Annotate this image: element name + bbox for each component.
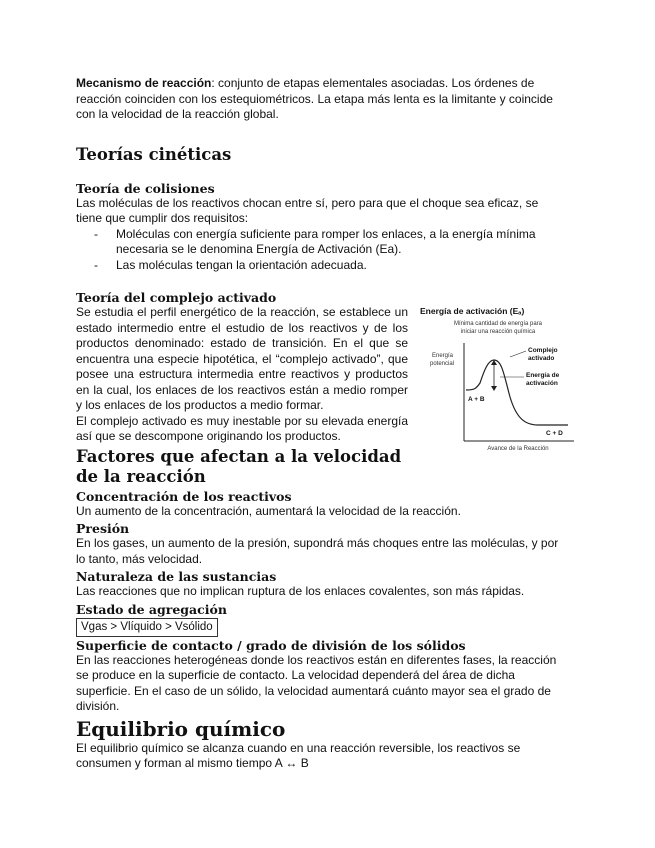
figure-subtitle-1: Mínima cantidad de energía para [453,321,543,327]
list-item: - Moléculas con energía suficiente para romper los enlaces, a la energía mínima necesaria se le denomina Energía de Activación (Ea). [94,227,566,258]
colisiones-text: Las moléculas de los reactivos chocan entre sí, pero para que el choque sea eficaz, se tiene que cumplir dos requisitos: [76,195,539,225]
label-energia-2: activación [526,380,558,387]
y-axis-label-1: Energía [432,353,454,359]
activation-energy-figure [418,305,578,453]
heading-complejo: Teoría del complejo activado [76,290,277,305]
heading-agregacion: Estado de agregación [76,601,227,617]
intro-text: : conjunto de etapas elementales asociadas. Los órdenes de reacción coinciden con los estequiométricos. La etapa más lenta es la limitante y coincide con la velocidad de la reacción global. [76,76,553,121]
equilibrio-text: El equilibrio químico se alcanza cuando en una reacción reversible, los reactivos se consumen y forman al mismo tiempo A ↔ B [76,740,521,770]
y-axis-label-2: potencial [430,361,455,367]
x-axis-label: Avance de la Reacción [487,446,549,452]
intro-term: Mecanismo de reacción [76,76,212,90]
label-energia-1: Energía de [526,372,560,379]
heading-presion: Presión [76,521,130,536]
figure-subtitle-2: iniciar una reacción química [460,329,536,335]
heading-superficie: Superficie de contacto / grado de división de los sólidos [76,637,466,653]
label-productos: C + D [546,430,563,437]
energy-curve [466,360,568,425]
agregacion-formula-box: Vgas > Vlíquido > Vsólido [76,618,218,637]
pointer-line [510,351,526,357]
list-item: - Las moléculas tengan la orientación adecuada. [94,258,566,274]
label-complejo-1: Complejo [528,347,558,354]
heading-naturaleza: Naturaleza de las sustancias [76,569,277,584]
complejo-text-2: El complejo activado es muy inestable por su elevada energía así que se descompone originando los productos. [76,413,408,443]
label-complejo-2: activado [528,355,555,362]
superficie-text: En las reacciones heterogéneas donde los reactivos están en diferentes fases, la reacción se produce en la superficie de contacto. La velocidad dependerá del área de dicha superficie. En el caso de un sólido, la velocidad aumentará cuánto mayor sea el grado de división. [76,652,557,713]
label-reactivos: A + B [468,396,485,403]
complejo-text-1: Se estudia el perfil energético de la reacción, se establece un estado intermedio entre el estudio de los reactivos y de los productos denominado: estado de transición. En el que se encuentra una especie hipotética, el “complejo activado”, que posee una estructura intermedia entre reactivos y productos en la cual, los enlaces de los reactivos están a medio romper y los enlaces de los productos a medio formar. [76,305,408,412]
heading-factores: Factores que afectan a la velocidad de la reacción [76,446,402,486]
document-page [76,76,566,772]
presion-text: En los gases, un aumento de la presión, supondrá más choques entre las moléculas, y por lo tanto, más velocidad. [76,536,559,566]
heading-colisiones: Teoría de colisiones [76,180,215,196]
concentracion-text: Un aumento de la concentración, aumentará la velocidad de la reacción. [76,503,461,518]
heading-concentracion: Concentración de los reactivos [76,488,292,504]
colisiones-list [76,227,566,274]
heading-equilibrio: Equilibrio químico [76,716,286,741]
naturaleza-text: Las reacciones que no implican ruptura de los enlaces covalentes, son más rápidas. [76,584,525,598]
figure-title: Energía de activación (Eₐ) [420,306,525,316]
arrow-head-icon [491,386,497,391]
heading-teorias: Teorías cinéticas [76,144,232,164]
intro-paragraph [76,76,566,123]
